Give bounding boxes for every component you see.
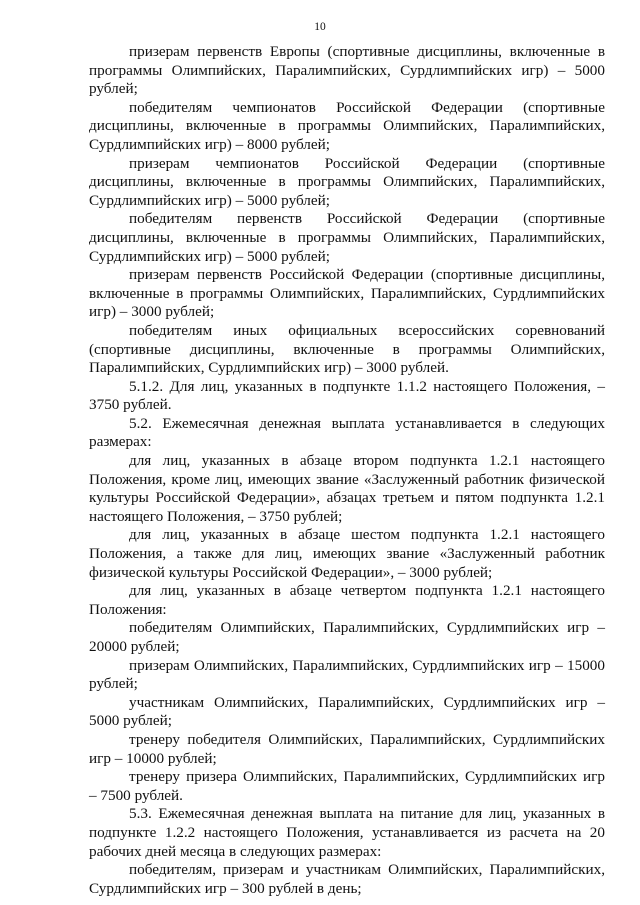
paragraph-5-1-2: 5.1.2. Для лиц, указанных в подпункте 1.1.2 настоящего Положения, – 3750 рублей. [89, 377, 605, 414]
paragraph-olympic-meal-allowance: победителям, призерам и участникам Олимпийских, Паралимпийских, Сурдлимпийских игр – 300 рублей в день; [89, 861, 605, 897]
paragraph-russia-youth-winners: победителям первенств Российской Федерации (спортивные дисциплины, включенные в программы Олимпийских, Паралимпийских, Сурдлимпийских игр) – 5000 рублей; [89, 210, 605, 265]
paragraph-other-competitions-winners: победителям иных официальных всероссийских соревнований (спортивные дисциплины, включенные в программы Олимпийских, Паралимпийских, Сурдлимпийских игр) – 3000 рублей. [89, 321, 605, 377]
paragraph-5-2: 5.2. Ежемесячная денежная выплата устанавливается в следующих размерах: [89, 414, 605, 451]
paragraph-olympic-prize-winners: призерам Олимпийских, Паралимпийских, Сурдлимпийских игр – 15000 рублей; [89, 656, 605, 693]
paragraph-5-3: 5.3. Ежемесячная денежная выплата на питание для лиц, указанных в подпункте 1.2.2 настоящего Положения, устанавливается из расчета на 20 рабочих дней месяца в следующих размерах: [89, 805, 605, 860]
paragraph-abzac-shestoy: для лиц, указанных в абзаце шестом подпункта 1.2.1 настоящего Положения, а также для лиц, имеющих звание «Заслуженный работник физической культуры Российской Федерации», – 3000 рублей; [89, 526, 605, 581]
paragraph-olympic-participants: участникам Олимпийских, Паралимпийских, Сурдлимпийских игр – 5000 рублей; [89, 693, 605, 730]
page-number: 10 [314, 21, 326, 33]
paragraph-europe-prize-winners: призерам первенств Европы (спортивные дисциплины, включенные в программы Олимпийских, Паралимпийских, Сурдлимпийских игр) – 5000 рублей; [89, 43, 605, 98]
paragraph-abzac-chetvertyy: для лиц, указанных в абзаце четвертом подпункта 1.2.1 настоящего Положения: [89, 582, 605, 618]
paragraph-abzac-vtoroy: для лиц, указанных в абзаце втором подпункта 1.2.1 настоящего Положения, кроме лиц, имеющих звание «Заслуженный работник физической культуры Российской Федерации», абзацах третьем и пятом подпункта 1.2.1 настоящего Положения, – 3750 рублей; [89, 452, 605, 525]
paragraph-russia-youth-prize-winners: призерам первенств Российской Федерации (спортивные дисциплины, включенные в программы Олимпийских, Паралимпийских, Сурдлимпийских игр) – 3000 рублей; [89, 266, 605, 321]
paragraph-russia-championship-prize-winners: призерам чемпионатов Российской Федерации (спортивные дисциплины, включенные в программы Олимпийских, Паралимпийских, Сурдлимпийских игр) – 5000 рублей; [89, 154, 605, 209]
paragraph-olympic-winners: победителям Олимпийских, Паралимпийских, Сурдлимпийских игр – 20000 рублей; [89, 619, 605, 655]
paragraph-winner-coach: тренеру победителя Олимпийских, Паралимпийских, Сурдлимпийских игр – 10000 рублей; [89, 730, 605, 767]
document-body [89, 43, 605, 898]
paragraph-prize-winner-coach: тренеру призера Олимпийских, Паралимпийских, Сурдлимпийских игр – 7500 рублей. [89, 768, 605, 804]
paragraph-russia-championship-winners: победителям чемпионатов Российской Федерации (спортивные дисциплины, включенные в программы Олимпийских, Паралимпийских, Сурдлимпийских игр) – 8000 рублей; [89, 98, 605, 153]
